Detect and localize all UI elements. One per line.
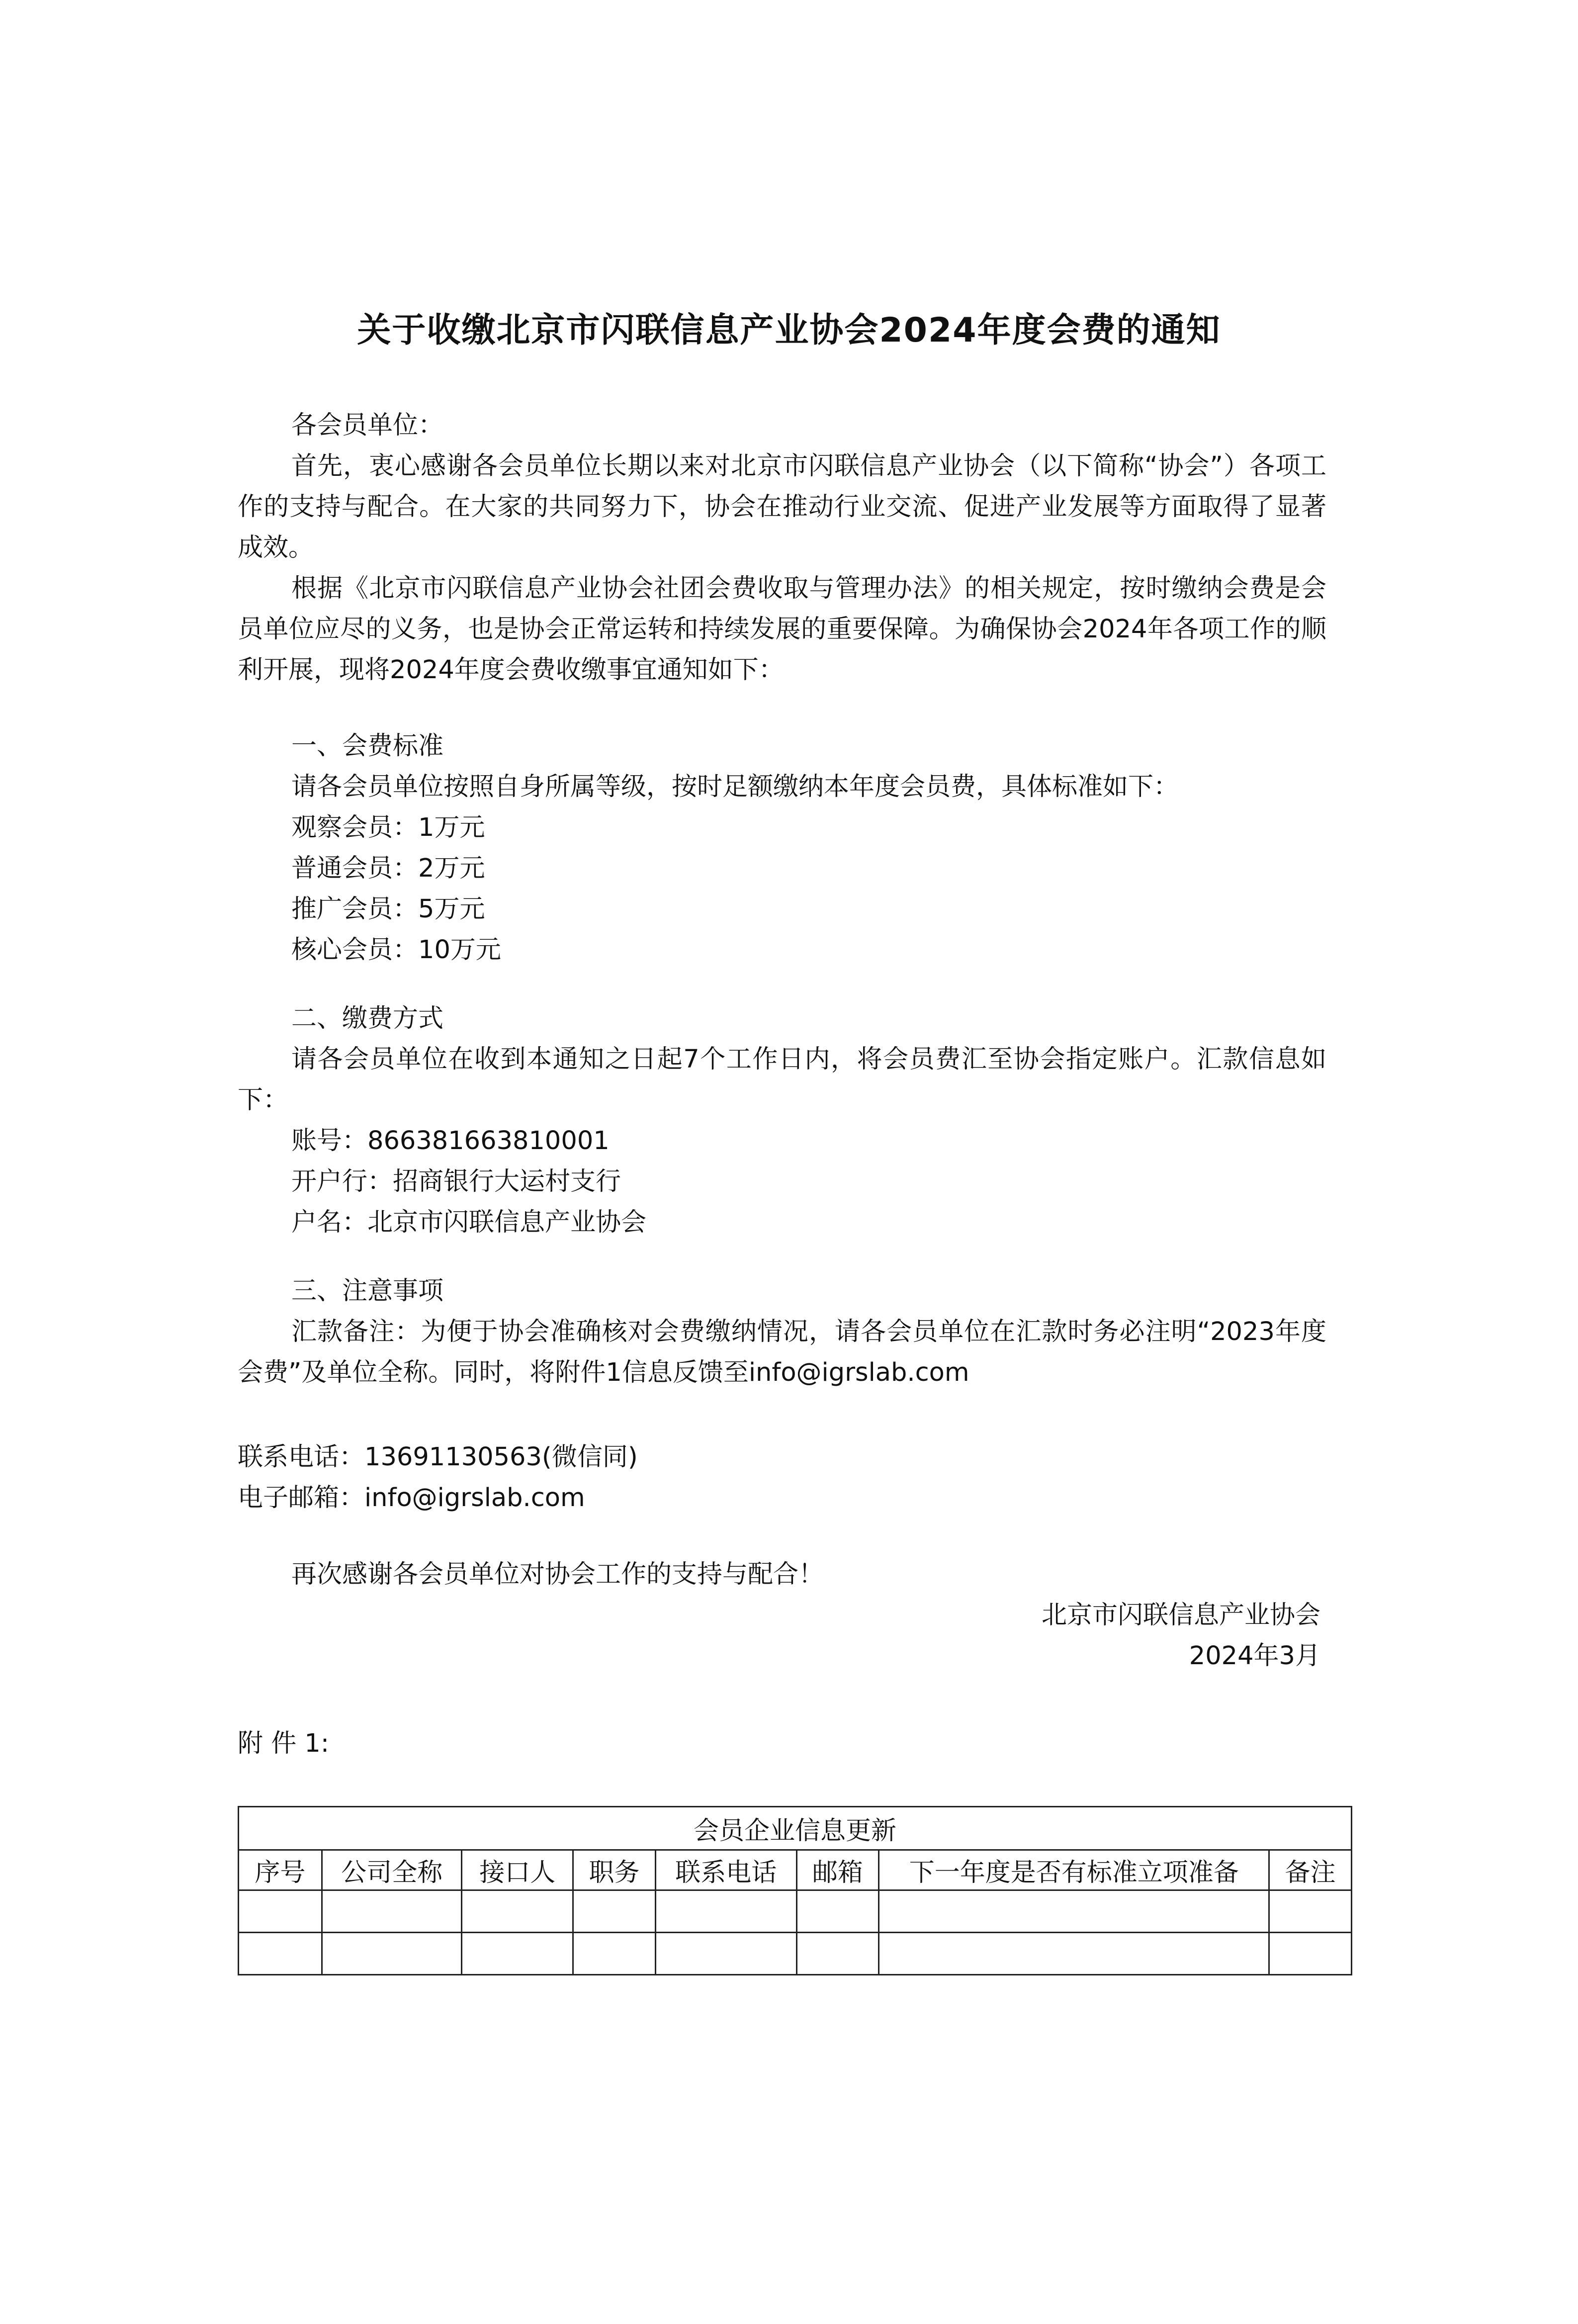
table-cell [462, 1890, 573, 1933]
attachment-label: 附 件 1: [238, 1729, 330, 1758]
table-cell [462, 1933, 573, 1975]
member-info-table [238, 1806, 1352, 1975]
table-cell [239, 1933, 322, 1975]
table-cell [655, 1890, 796, 1933]
fee-item-promotion: 推广会员：5万元 [291, 894, 485, 924]
section2-description: 请各会员单位在收到本通知之日起7个工作日内，将会员费汇至协会指定账户。汇款信息如下： [238, 1045, 1326, 1115]
section2-heading: 二、缴费方式 [291, 1004, 444, 1033]
table-cell [796, 1933, 879, 1975]
col-header-index: 序号 [239, 1850, 322, 1890]
salutation: 各会员单位： [291, 411, 444, 440]
signature-org: 北京市闪联信息产业协会 [1041, 1601, 1320, 1630]
table-row [239, 1933, 1352, 1975]
section1-heading: 一、会费标准 [291, 731, 444, 761]
table-cell [573, 1933, 656, 1975]
signature-date: 2024年3月 [1189, 1641, 1320, 1671]
document-title: 关于收缴北京市闪联信息产业协会2024年度会费的通知 [357, 311, 1221, 350]
table-cell [322, 1933, 462, 1975]
col-header-email: 邮箱 [796, 1850, 879, 1890]
table-cell [879, 1933, 1269, 1975]
section1-description: 请各会员单位按照自身所属等级，按时足额缴纳本年度会员费，具体标准如下： [291, 772, 1179, 802]
table-caption: 会员企业信息更新 [239, 1807, 1352, 1850]
table-cell [322, 1890, 462, 1933]
account-name: 户名：北京市闪联信息产业协会 [291, 1208, 647, 1237]
col-header-contact-person: 接口人 [462, 1850, 573, 1890]
col-header-position: 职务 [573, 1850, 656, 1890]
section3-heading: 三、注意事项 [291, 1276, 444, 1306]
section3-description: 汇款备注：为便于协会准确核对会费缴纳情况，请各会员单位在汇款时务必注明“2023年度会费”及单位全称。同时，将附件1信息反馈至info@igrslab.com [238, 1317, 1326, 1387]
table-cell [879, 1890, 1269, 1933]
table-cell [1269, 1890, 1352, 1933]
bank-name: 开户行：招商银行大运村支行 [291, 1167, 621, 1196]
thanks-line: 再次感谢各会员单位对协会工作的支持与配合！ [291, 1560, 824, 1589]
table-cell [1269, 1933, 1352, 1975]
table-cell [239, 1890, 322, 1933]
table-cell [573, 1890, 656, 1933]
col-header-remarks: 备注 [1269, 1850, 1352, 1890]
col-header-standard-plan: 下一年度是否有标准立项准备 [879, 1850, 1269, 1890]
col-header-company: 公司全称 [322, 1850, 462, 1890]
table-cell [796, 1890, 879, 1933]
fee-item-observer: 观察会员：1万元 [291, 813, 485, 842]
fee-item-regular: 普通会员：2万元 [291, 854, 485, 883]
intro-paragraph: 首先，衷心感谢各会员单位长期以来对北京市闪联信息产业协会（以下简称“协会”）各项工作的支持与配合。在大家的共同努力下，协会在推动行业交流、促进产业发展等方面取得了显著成效。 [238, 451, 1326, 562]
basis-paragraph: 根据《北京市闪联信息产业协会社团会费收取与管理办法》的相关规定，按时缴纳会费是会员单位应尽的义务，也是协会正常运转和持续发展的重要保障。为确保协会2024年各项工作的顺利开展，现将2024年度会费收缴事宜通知如下： [238, 574, 1326, 685]
col-header-phone: 联系电话 [655, 1850, 796, 1890]
fee-item-core: 核心会员：10万元 [291, 935, 501, 965]
contact-email: 电子邮箱：info@igrslab.com [238, 1483, 585, 1513]
table-row [239, 1890, 1352, 1933]
table-cell [655, 1933, 796, 1975]
account-number: 账号：866381663810001 [291, 1126, 610, 1156]
contact-phone: 联系电话：13691130563(微信同) [238, 1442, 638, 1472]
